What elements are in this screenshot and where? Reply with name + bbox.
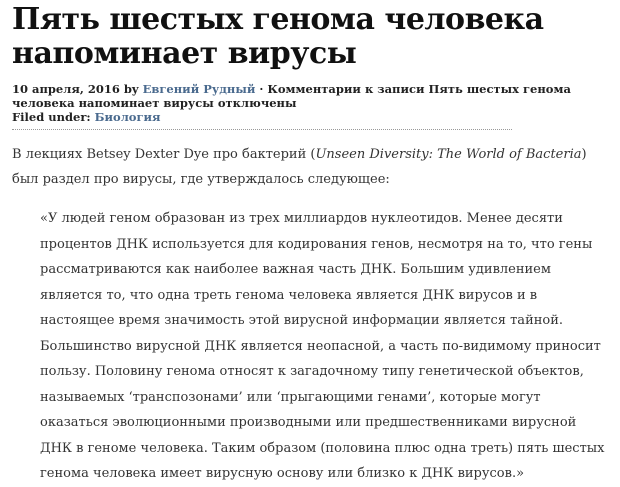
post-title: Пять шестых генома человека напоминает вирусы xyxy=(12,2,544,71)
quote-line: настоящее время значимость этой вирусной информации является тайной. xyxy=(40,313,564,328)
filed-under xyxy=(12,110,612,124)
book-title: Unseen Diversity: The World of Bacteria xyxy=(315,147,582,162)
post-date: 10 апреля, 2016 xyxy=(12,82,120,96)
intro-paragraph xyxy=(12,142,612,192)
post-body xyxy=(12,142,612,192)
author-link[interactable]: Евгений Рудный xyxy=(142,82,256,96)
post xyxy=(12,0,612,487)
quote-line: рассматриваются как наиболее важная часть ДНК. Большим удивлением xyxy=(40,262,551,277)
quote-line: ДНК в геноме человека. Таким образом (половина плюс одна треть) пять шестых xyxy=(40,440,605,456)
post-meta xyxy=(12,82,612,124)
quote-line: пользу. Половину генома относят к загадочному типу генетической объектов, xyxy=(40,364,584,379)
quote-line: оказаться эволюционными производными или предшественниками вирусной xyxy=(40,415,577,430)
meta-separator: · xyxy=(259,82,264,96)
quote-line: называемых ‘транспозонами’ или ‘прыгающими генами’, которые могут xyxy=(40,389,541,405)
quote-line: является то, что одна треть генома человека является ДНК вирусов и в xyxy=(40,287,538,303)
intro-text-start: В лекциях Betsey Dexter Dye про бактерий ( xyxy=(12,147,316,162)
by-label: by xyxy=(123,82,139,96)
quote-line: процентов ДНК используется для кодирования генов, несмотря на то, что гены xyxy=(40,236,593,252)
quote-line: генома человека имеет вирусную основу или близко к ДНК вирусов.» xyxy=(40,466,525,481)
quote-line: «У людей геном образован из трех миллиардов нуклеотидов. Менее десяти xyxy=(40,211,563,226)
category-link[interactable]: Биология xyxy=(94,110,161,124)
meta-divider xyxy=(12,129,512,130)
intro-text-end: ) был раздел про вирусы, где утверждалось следующее: xyxy=(12,147,587,187)
comments-status: Комментарии к записи Пять шестых генома человека напоминает вирусы отключены xyxy=(12,82,571,110)
quote-block xyxy=(40,206,610,487)
filed-under-label: Filed under: xyxy=(12,110,91,124)
quote-line: Большинство вирусной ДНК является неопасной, а часть по-видимому приносит xyxy=(40,338,601,354)
